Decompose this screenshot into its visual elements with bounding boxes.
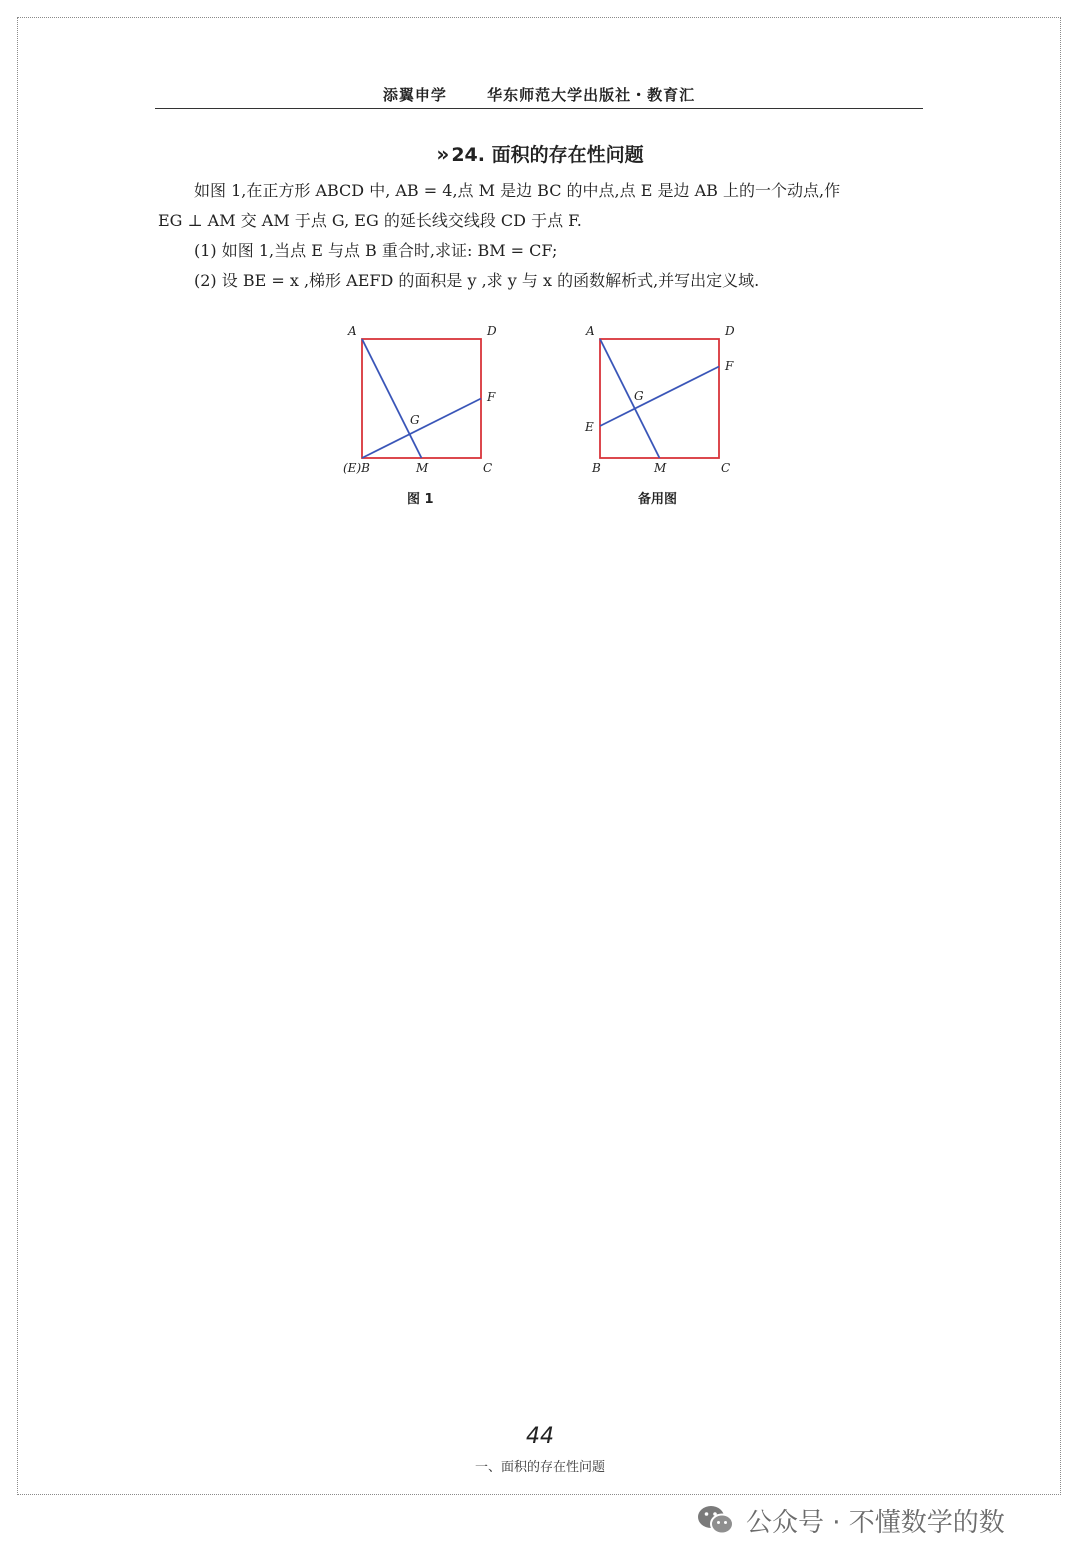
label-e: E [585, 420, 594, 434]
figure-backup-diagram [578, 320, 748, 485]
figure-backup [578, 320, 748, 489]
label-a: A [348, 324, 357, 338]
problem-title-text: 24. 面积的存在性问题 [451, 144, 644, 166]
label-m: M [416, 461, 429, 475]
problem-line-2: EG ⊥ AM 交 AM 于点 G, EG 的延长线交线段 CD 于点 F. [158, 211, 582, 230]
segment-am [600, 339, 660, 458]
label-a: A [586, 324, 595, 338]
label-g: G [410, 413, 420, 427]
label-m: M [654, 461, 667, 475]
label-c: C [721, 461, 731, 475]
label-f: F [725, 359, 734, 373]
figure-1-diagram [340, 320, 510, 485]
figure-1-caption: 图 1 [407, 492, 434, 507]
figure-1 [340, 320, 510, 489]
problem-line-1: 如图 1,在正方形 ABCD 中, AB = 4,点 M 是边 BC 的中点,点 E 是边 AB 上的一个动点,作 [194, 181, 841, 200]
label-d: D [725, 324, 735, 338]
header-school: 添翼申学 [382, 86, 447, 104]
footer-section-title: 一、面积的存在性问题 [474, 1460, 605, 1475]
label-eb: (E)B [343, 461, 370, 475]
problem-title [0, 140, 1080, 167]
watermark [696, 1500, 1005, 1540]
segment-am [362, 339, 422, 458]
figure-backup-caption: 备用图 [638, 492, 678, 507]
running-header [155, 84, 923, 109]
square-abcd [362, 339, 481, 458]
square-abcd [600, 339, 719, 458]
double-chevron-icon: » [436, 142, 450, 166]
watermark-text: 公众号 · 不懂数学的数 [746, 1507, 1005, 1538]
header-publisher: 华东师范大学出版社・教育汇 [487, 86, 696, 104]
problem-part-1: (1) 如图 1,当点 E 与点 B 重合时,求证: BM = CF; [194, 241, 558, 260]
segment-ef [362, 399, 481, 459]
page-number: 44 [526, 1424, 554, 1449]
label-b: B [592, 461, 601, 475]
wechat-icon [696, 1503, 736, 1537]
label-f: F [487, 390, 496, 404]
label-g: G [634, 389, 644, 403]
label-c: C [483, 461, 493, 475]
problem-body [158, 176, 924, 296]
label-d: D [487, 324, 497, 338]
problem-part-2: (2) 设 BE = x ,梯形 AEFD 的面积是 y ,求 y 与 x 的函数解析式,并写出定义域. [194, 271, 760, 290]
